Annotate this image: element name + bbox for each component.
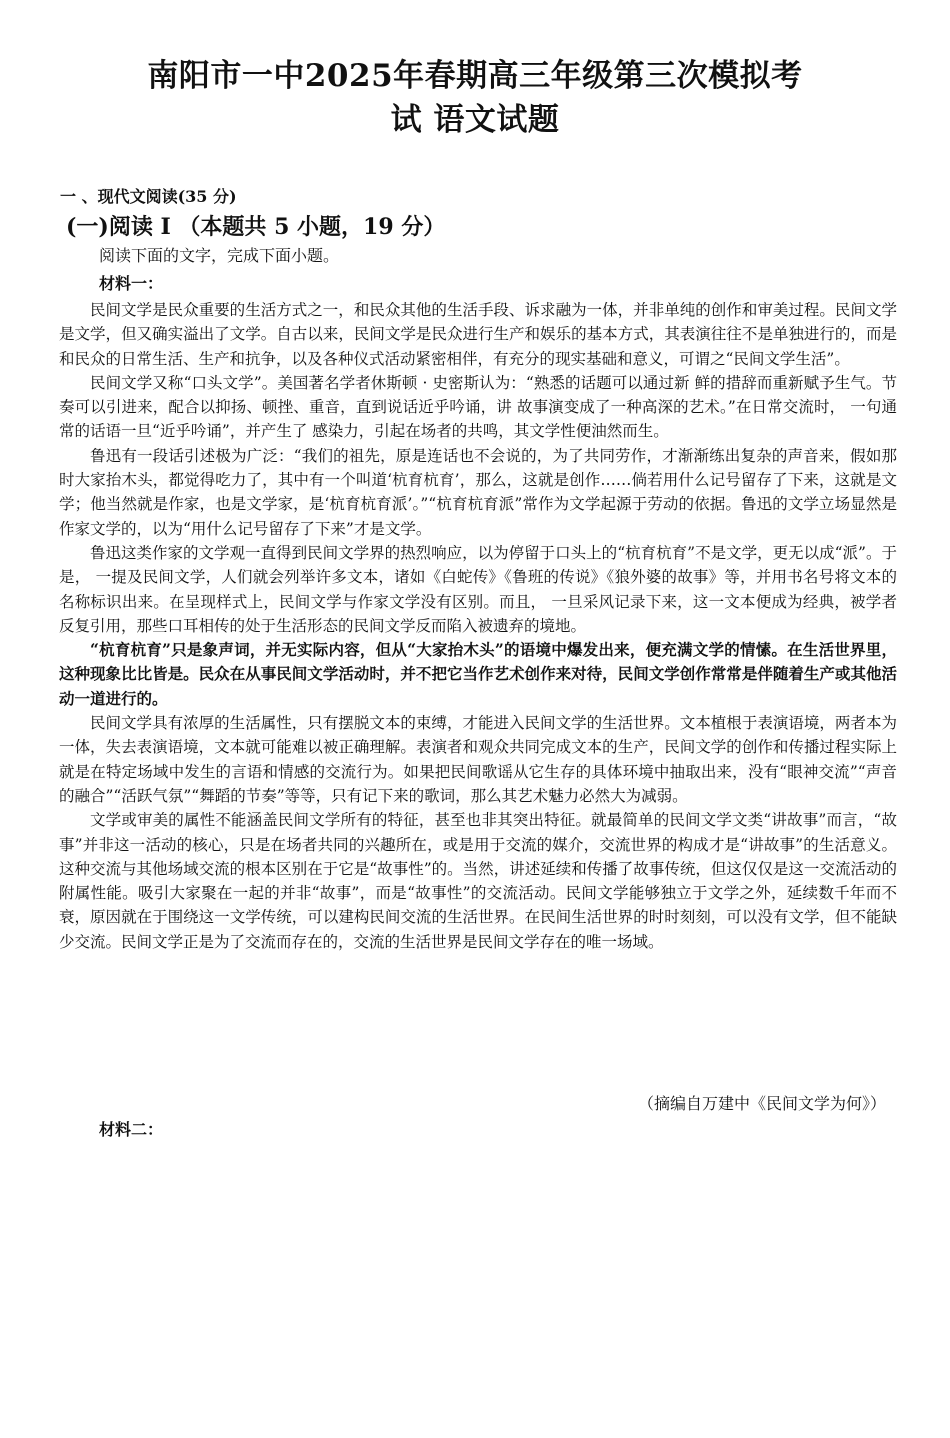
bold-paragraph: “杭育杭育”只是象声词，并无实际内容，但从“大家抬木头”的语境中爆发出来，便充满文学的情愫。在生活世界里，这种现象比比皆是。民众在从事民间文学活动时，并不把它当作艺术创作来对待，民间文学创作常常是伴随着生产或其他活动一道进行的。 xyxy=(59,640,897,708)
subsection-heading: (一)阅读 I （本题共 5 小题，19 分） xyxy=(66,214,446,240)
section-heading: 一 、现代文阅读(35 分) xyxy=(60,187,237,206)
exam-title-line1: 南阳市一中2025年春期高三年级第三次模拟考 xyxy=(147,58,803,94)
material-one-body xyxy=(59,298,897,954)
material-one-label: 材料一： xyxy=(99,274,164,293)
source-citation: （摘编自万建中《民间文学为何》） xyxy=(637,1094,886,1113)
reading-instruction: 阅读下面的文字，完成下面小题。 xyxy=(99,246,340,265)
paragraph: 鲁迅这类作家的文学观一直得到民间文学界的热烈响应，以为停留于口头上的“杭育杭育”不是文学，更无以成“派”。于是， 一提及民间文学，人们就会列举许多文本，诸如《白蛇传》《鲁班的传说》《狼外婆的故事》等，并用书名号将文本的名称标识出来。在呈现样式上，民间文学与作家文学没有区别。而且， 一旦采风记录下来，这一文本便成为经典，被学者反复引用，那些口耳相传的处于生活形态的民间文学反而陷入被遗弃的境地。 xyxy=(59,543,897,635)
paragraph: 文学或审美的属性不能涵盖民间文学所有的特征，甚至也非其突出特征。就最简单的民间文学文类“讲故事”而言，“故事”并非这一活动的核心，只是在场者共同的兴趣所在，或是用于交流的媒介，交流世界的构成才是“讲故事”的生活意义。这种交流与其他场域交流的根本区别在于它是“故事性”的。当然，讲述延续和传播了故事传统，但这仅仅是这一交流活动的附属性能。吸引大家聚在一起的并非“故事”，而是“故事性”的交流活动。民间文学能够独立于文学之外，延续数千年而不衰，原因就在于围绕这一文学传统，可以建构民间交流的生活世界。在民间生活世界的时时刻刻，可以没有文学，但不能缺少交流。民间文学正是为了交流而存在的，交流的生活世界是民间文学存在的唯一场域。 xyxy=(59,811,897,951)
paragraph: 民间文学具有浓厚的生活属性，只有摆脱文本的束缚，才能进入民间文学的生活世界。文本植根于表演语境，两者本为一体，失去表演语境，文本就可能难以被正确理解。表演者和观众共同完成文本的生产，民间文学的创作和传播过程实际上就是在特定场域中发生的言语和情感的交流行为。如果把民间歌谣从它生存的具体环境中抽取出来，没有“眼神交流”“声音的融合”“活跃气氛”“舞蹈的节奏”等等，只有记下来的歌词，那么其艺术魅力必然大为减弱。 xyxy=(59,714,897,805)
paragraph: 民间文学又称“口头文学”。美国著名学者休斯顿 · 史密斯认为：“熟悉的话题可以通过新 鲜的措辞而重新赋予生气。节奏可以引进来，配合以抑扬、顿挫、重音，直到说话近乎吟诵，讲 故事演变成了一种高深的艺术。”在日常交流时， 一句通常的话语一旦“近乎吟诵”，并产生了 感染力，引起在场者的共鸣，其文学性便油然而生。 xyxy=(59,373,897,441)
paragraph: 民间文学是民众重要的生活方式之一，和民众其他的生活手段、诉求融为一体，并非单纯的创作和审美过程。民间文学是文学，但又确实溢出了文学。自古以来，民间文学是民众进行生产和娱乐的基本方式，其表演往往不是单独进行的，而是和民众的日常生活、生产和抗争，以及各种仪式活动紧密相伴，有充分的现实基础和意义，可谓之“民间文学生活”。 xyxy=(59,301,897,368)
material-two-label: 材料二： xyxy=(99,1120,164,1139)
exam-title-line2: 试 语文试题 xyxy=(390,102,560,138)
paragraph: 鲁迅有一段话引述极为广泛：“我们的祖先，原是连话也不会说的，为了共同劳作，才渐渐练出复杂的声音来，假如那时大家抬木头，都觉得吃力了，其中有一个叫道‘杭育杭育’，那么，这就是创作……倘若用什么记号留存了下来，这就是文学；他当然就是作家，也是文学家，是‘杭育杭育派’。”“杭育杭育派”常作为文学起源于劳动的依据。鲁迅的文学立场显然是作家文学的，以为“用什么记号留存了下来”才是文学。 xyxy=(59,446,897,538)
